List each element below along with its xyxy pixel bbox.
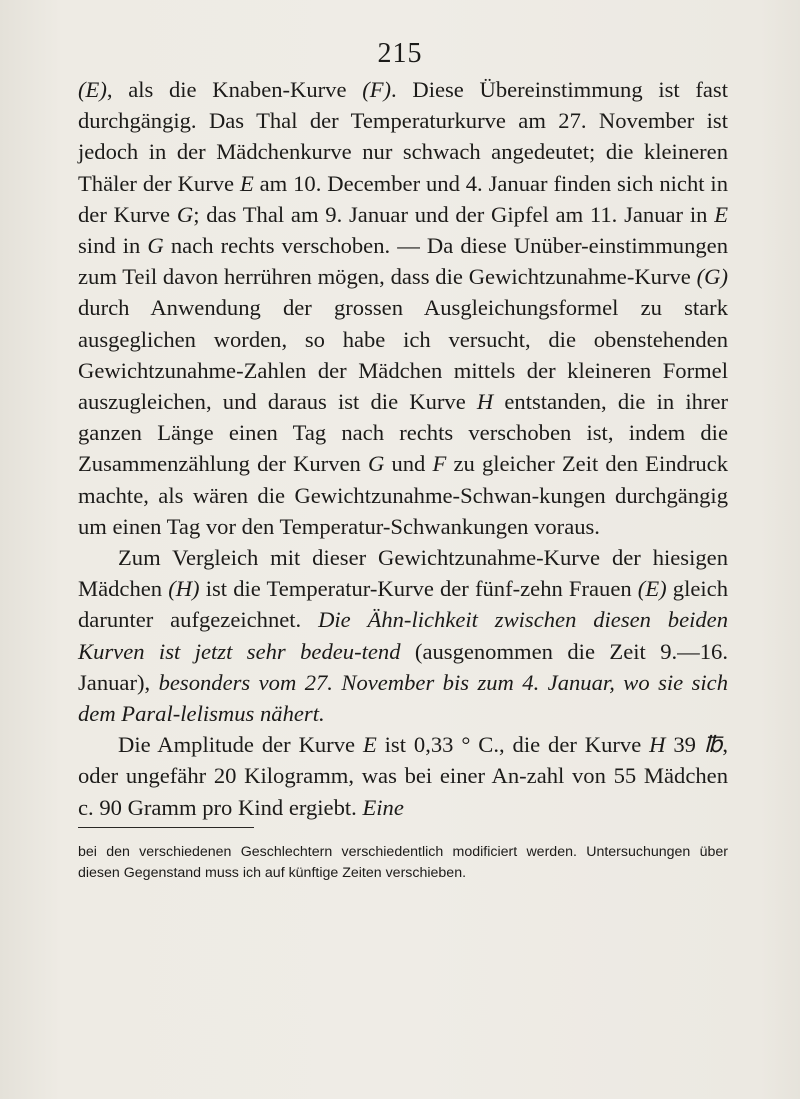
text-run: entstanden, die in ihrer ganzen Länge einen Tag nach rechts verschoben ist, indem die Zusammenzählung der Kurven (78, 389, 728, 477)
text-run: 39 (665, 732, 704, 758)
italic-text-run: G (147, 233, 164, 259)
text-run: ist die Temperatur-Kurve der fünf-zehn Frauen (199, 576, 638, 602)
italic-text-run: H (649, 732, 666, 758)
footnote (78, 842, 728, 884)
italic-text-run: Eine (362, 794, 404, 820)
paragraph (78, 729, 728, 823)
footnote-text: bei den verschiedenen Geschlechtern verschiedentlich modificiert werden. Untersuchungen über diesen Gegenstand muss ich auf künftige Zeiten verschieben. (78, 844, 728, 881)
italic-text-run: H (476, 389, 494, 415)
italic-text-run: (G) (696, 264, 728, 290)
italic-text-run: F (432, 451, 447, 477)
italic-text-run: ℔ (703, 732, 723, 758)
text-run: zu gleicher Zeit den Eindruck machte, als wären die Gewichtzunahme-Schwan-kungen durchgängig um einen Tag vor den Temperatur-Schwankungen voraus. (78, 451, 728, 539)
text-run: am 10. December und 4. Januar finden sich nicht in der Kurve (78, 170, 728, 227)
italic-text-run: (E) (637, 576, 667, 602)
text-run: gleich darunter aufgezeichnet. (78, 576, 728, 633)
italic-text-run: (E) (78, 77, 107, 102)
text-run: Zum Vergleich mit dieser Gewichtzunahme-Kurve der hiesigen Mädchen (78, 545, 728, 602)
text-run: , oder ungefähr 20 Kilogramm, was bei einer An-zahl von 55 Mädchen c. 90 Gramm pro Kind ergiebt. (78, 732, 729, 820)
text-run: durch Anwendung der grossen Ausgleichungsformel zu stark ausgeglichen worden, so habe ich versucht, die obenstehenden Gewichtzunahme-Zahlen der Mädchen mittels der kleineren Formel auszugleichen, und daraus ist die Kurve (78, 295, 728, 415)
italic-text-run: Die Ähn-lichkeit zwischen diesen beiden Kurven ist jetzt sehr bedeu-tend (78, 607, 729, 664)
text-run: sind in (78, 233, 148, 259)
page-number: 215 (377, 38, 423, 69)
text-run: ist 0,33 ° C., die der Kurve (376, 732, 650, 758)
text-run: Die Amplitude der Kurve (118, 732, 363, 758)
italic-text-run: G (176, 201, 194, 227)
text-run: . Diese Übereinstimmung ist fast durchgängig. Das Thal der Temperaturkurve am 27. November ist jedoch in der Mädchenkurve nur schwach angedeutet; die kleineren Thäler der Kurve (78, 77, 728, 196)
footnote-divider (78, 827, 254, 828)
paragraph (78, 74, 728, 542)
text-run: , als die Knaben-Kurve (106, 77, 363, 102)
italic-text-run: besonders vom 27. November bis zum 4. Januar, wo sie sich dem Paral-lelismus nähert. (78, 669, 728, 727)
paragraph (78, 542, 728, 729)
italic-text-run: (F) (362, 77, 392, 102)
italic-text-run: E (239, 170, 254, 196)
text-run: ; das Thal am 9. Januar und der Gipfel am 11. Januar in (193, 201, 715, 227)
text-run: und (384, 451, 433, 477)
body-text (78, 74, 728, 823)
text-run: nach rechts verschoben. — Da diese Unüber-einstimmungen zum Teil davon herrühren mögen, dass die Gewichtzunahme-Kurve (78, 233, 728, 290)
italic-text-run: G (367, 451, 385, 477)
text-run: (ausgenommen die Zeit 9.—16. Januar), (78, 638, 728, 695)
italic-text-run: E (362, 732, 377, 758)
italic-text-run: (H) (168, 576, 200, 602)
italic-text-run: E (714, 201, 729, 227)
